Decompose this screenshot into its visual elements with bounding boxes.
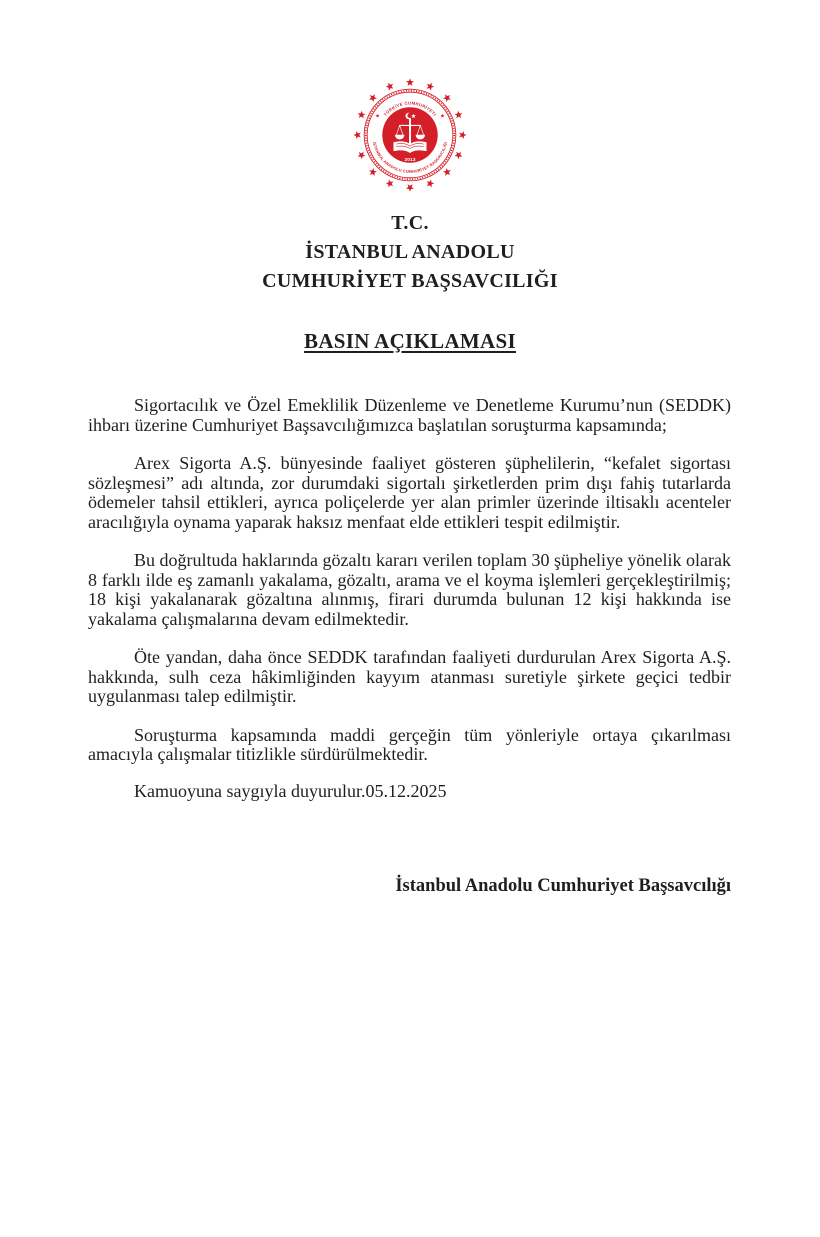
emblem-year: 2013 bbox=[404, 158, 416, 164]
prosecutor-office-emblem bbox=[351, 76, 469, 194]
body-paragraph-5: Soruşturma kapsamında maddi gerçeğin tüm yönleriyle ortaya çıkarılması amacıyla çalışmalar titizlikle sürdürülmektedir. bbox=[88, 724, 731, 764]
body-paragraph-3: Bu doğrultuda haklarında gözaltı kararı verilen toplam 30 şüpheliye yönelik olarak 8 farklı ilde eş zamanlı yakalama, gözaltı, arama ve el koyma işlemleri gerçekleştirilmiş; 18 kişi yakalanarak gözaltına alınmış, firari durumda bulunan 12 kişi hakkında ise yakalama çalışmalarına devam edilmektedir. bbox=[88, 550, 731, 629]
ring-separator-star-left bbox=[376, 114, 380, 118]
closing-line: Kamuoyuna saygıyla duyurulur.05.12.2025 bbox=[134, 780, 447, 801]
body-paragraph-1: Sigortacılık ve Özel Emeklilik Düzenleme ve Denetleme Kurumu’nun (SEDDK) ihbarı üzerine Cumhuriyet Başsavcılığımızca başlatılan soruşturma kapsamında; bbox=[88, 395, 731, 435]
emblem-top-text: TÜRKİYE CUMHURİYETİ bbox=[382, 100, 438, 118]
letterhead-tc: T.C. bbox=[391, 212, 429, 234]
body-paragraph-2: Arex Sigorta A.Ş. bünyesinde faaliyet gösteren şüphelilerin, “kefalet sigortası sözleşmesi” adı altında, zor durumdaki sigortalı şirketlerden prim dışı fahiş tutarlarda ödemeler tahsil ettikleri, ayrıca poliçelerde yer alan primler üzerinde iltisaklı acenteler aracılığıyla oynama yaparak haksız menfaat elde ettikleri tespit edilmiştir. bbox=[88, 453, 731, 532]
letterhead-office: CUMHURİYET BAŞSAVCILIĞI bbox=[262, 270, 558, 292]
scales-finial bbox=[409, 118, 411, 120]
emblem-bottom-text: İSTANBUL ANADOLU CUMHURİYET BAŞSAVCILIĞI bbox=[371, 141, 449, 174]
signature: İstanbul Anadolu Cumhuriyet Başsavcılığı bbox=[395, 876, 731, 896]
ring-separator-star-right bbox=[440, 114, 444, 118]
body-paragraph-4: Öte yandan, daha önce SEDDK tarafından faaliyeti durdurulan Arex Sigorta A.Ş. hakkında, sulh ceza hâkimliğinden kayyım atanması suretiyle şirkete geçici tedbir uygulanması talep edilmiştir. bbox=[88, 647, 731, 706]
press-release-document bbox=[0, 76, 820, 1237]
letterhead bbox=[0, 209, 820, 296]
document-title-text: BASIN AÇIKLAMASI bbox=[304, 329, 516, 353]
document-body bbox=[88, 396, 731, 897]
letterhead-city: İSTANBUL ANADOLU bbox=[305, 241, 515, 263]
document-title bbox=[0, 328, 820, 354]
